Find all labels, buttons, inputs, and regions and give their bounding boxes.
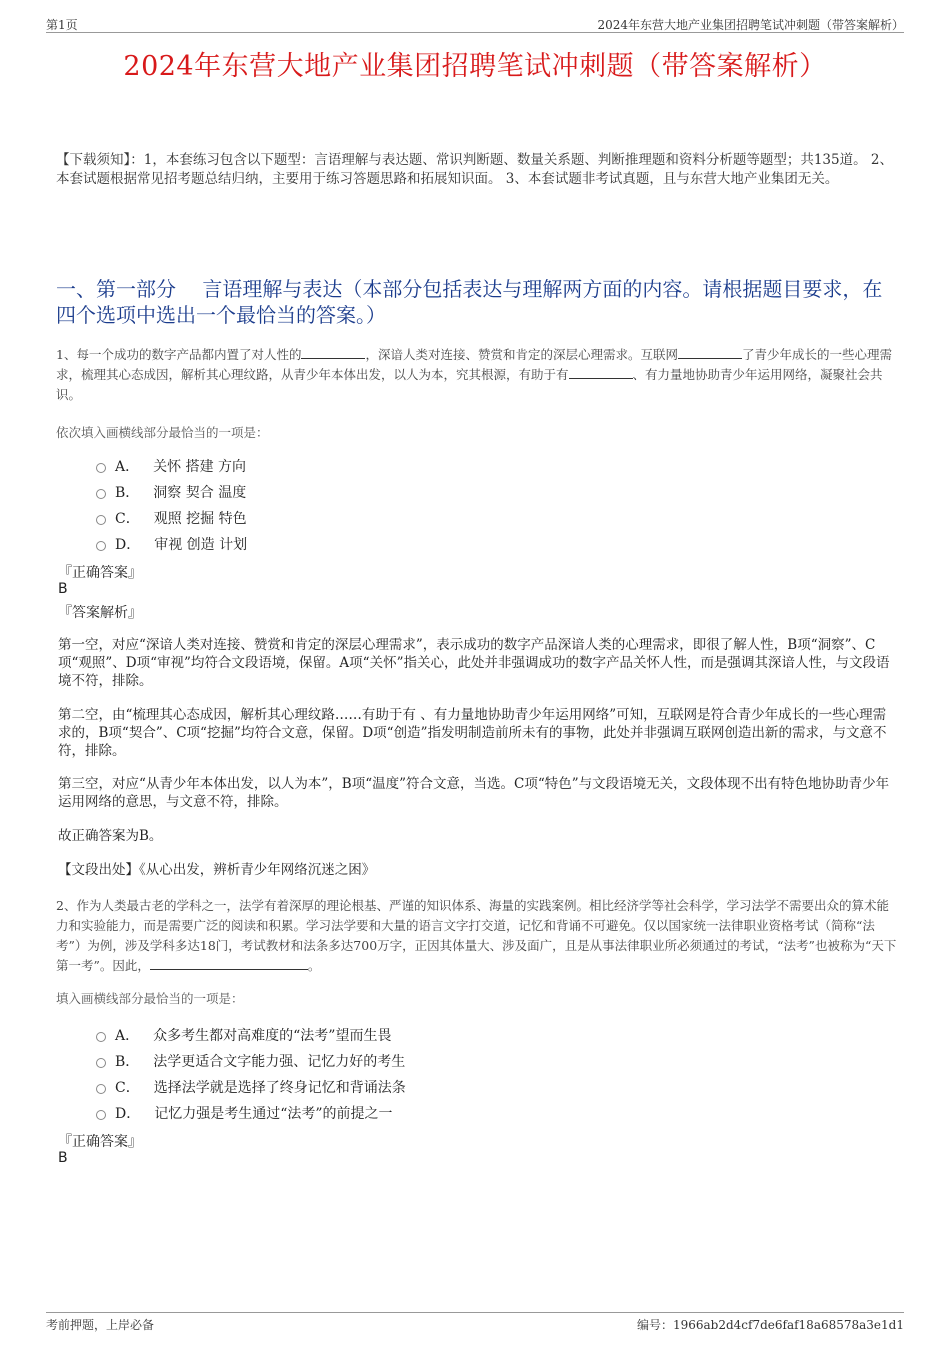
fill-blank [150, 956, 308, 970]
q2-stem-end: 。 [307, 958, 321, 973]
download-notice: 【下载须知】：1，本套练习包含以下题型：言语理解与表达题、常识判断题、数量关系题、判断推理题和资料分析题等题型；共135道。 2、本套试题根据常见招考题总结归纳，主要用于练习答题思路和拓展知识面。 3、本套试题非考试真题，且与东营大地产业集团无关。 [56, 152, 893, 187]
fill-blank [301, 345, 365, 359]
footer-slogan: 考前押题，上岸必备 [46, 1318, 155, 1332]
q1-option-a[interactable]: A． 关怀 搭建 方向 [96, 456, 246, 476]
header-doc-title: 2024年东营大地产业集团招聘笔试冲刺题（带答案解析） [597, 18, 904, 32]
fill-blank [678, 345, 742, 359]
radio-icon[interactable] [96, 515, 106, 525]
q2-option-c[interactable]: C． 选择法学就是选择了终身记忆和背诵法条 [96, 1077, 406, 1097]
question-1-prompt: 依次填入画横线部分最恰当的一项是： [56, 425, 269, 440]
q1-analysis-para-1: 第一空，对应“深谙人类对连接、赞赏和肯定的深层心理需求”，表示成功的数字产品深谙人类的心理需求，即很了解人性，B项“洞察”、C项“观照”、D项“审视”均符合文段语境，保留。A项“关怀”指关心，此处并非强调成功的数字产品关怀人性，而是强调其深谙人性，与文段语境不符，排除。 [58, 637, 890, 689]
header-divider [46, 32, 904, 33]
page-title: 2024年东营大地产业集团招聘笔试冲刺题（带答案解析） [123, 51, 827, 82]
q1-option-d[interactable]: D． 审视 创造 计划 [96, 534, 247, 554]
q1-stem-part: 、有力量地协助青少年运用网络，凝聚社会共识。 [56, 367, 883, 402]
question-2-stem [56, 896, 898, 976]
q1-conclusion: 故正确答案为B。 [58, 828, 163, 844]
q2-option-d[interactable]: D． 记忆力强是考生通过“法考”的前提之一 [96, 1103, 393, 1123]
q1-source: 【文段出处】《从心出发，辨析青少年网络沉迷之困》 [58, 862, 376, 878]
q1-answer: B [58, 581, 68, 597]
q2-option-b[interactable]: B． 法学更适合文字能力强、记忆力好的考生 [96, 1051, 405, 1071]
radio-icon[interactable] [96, 1084, 106, 1094]
q1-answer-label: 『正确答案』 [58, 565, 142, 581]
footer-divider [46, 1312, 904, 1313]
fill-blank [569, 365, 633, 379]
q1-option-b[interactable]: B． 洞察 契合 温度 [96, 482, 246, 502]
q1-stem-part: ，深谙人类对连接、赞赏和肯定的深层心理需求。互联网 [365, 347, 678, 362]
q1-stem-part: 了青少年成长的一些心理需求，梳理其心态成因，解析其心理纹路，从青少年本体出发，以人为本，究其根源，有助于有 [56, 347, 892, 382]
q1-stem-part: 1、每一个成功的数字产品都内置了对人性的 [56, 347, 302, 362]
question-1-stem [56, 345, 898, 405]
q2-answer-label: 『正确答案』 [58, 1134, 142, 1150]
q1-analysis-para-3: 第三空，对应“从青少年本体出发，以人为本”，B项“温度”符合文意，当选。C项“特色”与文段语境无关，文段体现不出有特色地协助青少年运用网络的意思，与文意不符，排除。 [58, 776, 890, 810]
q1-analysis-para-2: 第二空，由“梳理其心态成因，解析其心理纹路……有助于有 、有力量地协助青少年运用网络”可知，互联网是符合青少年成长的一些心理需求的，B项“契合”、C项“挖掘”均符合文意，保留。D项“创造”指发明制造前所未有的事物，此处并非强调互联网创造出新的需求，与文意不符，排除。 [58, 707, 887, 759]
q1-option-c[interactable]: C． 观照 挖掘 特色 [96, 508, 247, 528]
q2-stem-text: 2、作为人类最古老的学科之一，法学有着深厚的理论根基、严谨的知识体系、海量的实践案例。相比经济学等社会科学，学习法学不需要出众的算术能力和实验能力，而是需要广泛的阅读和积累。学习法学要和大量的语言文字打交道，记忆和背诵不可避免。仅以国家统一法律职业资格考试（简称“法考”）为例，涉及学科多达18门，考试教材和法条多达700万字，正因其体量大、涉及面广，且是从事法律职业所必须通过的考试，“法考”也被称为“天下第一考”。因此， [56, 898, 897, 973]
radio-icon[interactable] [96, 1032, 106, 1042]
section-title: 一、第一部分 言语理解与表达（本部分包括表达与理解两方面的内容。请根据题目要求，在四个选项中选出一个最恰当的答案。） [56, 277, 883, 327]
q2-answer: B [58, 1150, 68, 1166]
q1-analysis-label: 『答案解析』 [58, 605, 142, 621]
footer-doc-id: 编号：1966ab2d4cf7de6faf18a68578a3e1d1 [636, 1318, 904, 1332]
radio-icon[interactable] [96, 463, 106, 473]
radio-icon[interactable] [96, 1110, 106, 1120]
page-number: 第1页 [46, 18, 78, 32]
radio-icon[interactable] [96, 541, 106, 551]
radio-icon[interactable] [96, 489, 106, 499]
question-2-prompt: 填入画横线部分最恰当的一项是： [56, 991, 244, 1006]
radio-icon[interactable] [96, 1058, 106, 1068]
q2-option-a[interactable]: A． 众多考生都对高难度的“法考”望而生畏 [96, 1025, 391, 1045]
